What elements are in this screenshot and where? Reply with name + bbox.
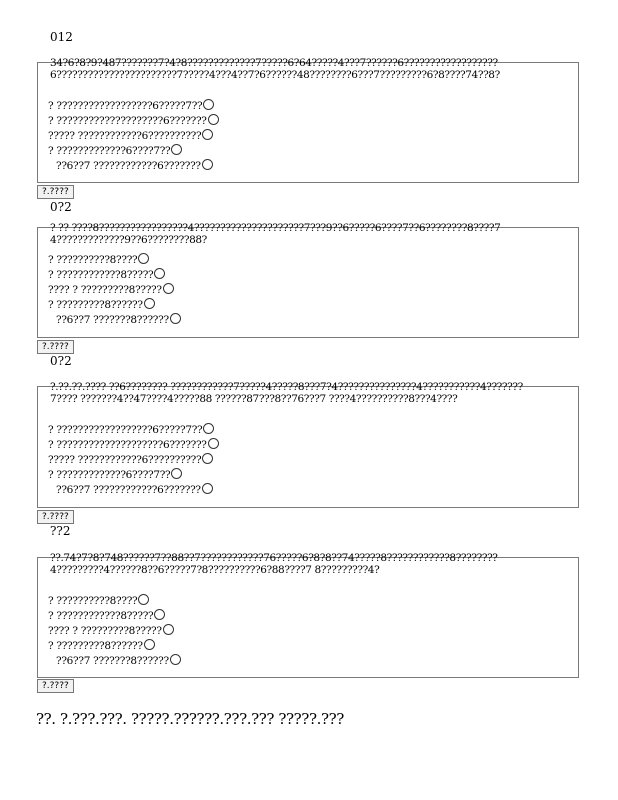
option-item[interactable] <box>48 253 181 268</box>
option-label: ????? ????????????6?????????? <box>48 130 202 142</box>
radio-button[interactable] <box>170 313 181 324</box>
question-2-text: ? ?? ????8?????????????????4?????????????????????7???9??6?????6????7??6????????8????74?????????????9??6????????88? <box>50 222 501 246</box>
option-label: ? ?????????????6????7?? <box>48 145 171 157</box>
radio-button[interactable] <box>170 654 181 665</box>
question-4-box <box>37 552 579 678</box>
radio-button[interactable] <box>202 453 213 464</box>
option-label: ??6??7 ???????8?????? <box>56 655 169 667</box>
option-item[interactable] <box>48 639 181 654</box>
radio-button[interactable] <box>208 114 219 125</box>
option-label: ????? ????????????6?????????? <box>48 454 202 466</box>
option-label: ? ??????????8???? <box>48 595 138 607</box>
option-label: ? ??????????????????6?????7?? <box>48 424 203 436</box>
option-label: ??6??7 ????????????6??????? <box>56 160 201 172</box>
option-item[interactable] <box>48 313 181 328</box>
question-3-submit-button[interactable]: ?.???? <box>37 510 74 524</box>
radio-button[interactable] <box>171 468 182 479</box>
radio-button[interactable] <box>144 639 155 650</box>
option-label: ? ??????????8???? <box>48 254 138 266</box>
option-label: ? ????????????????????6??????? <box>48 439 207 451</box>
option-item[interactable] <box>48 624 181 639</box>
question-1-text: 34?6?8?9?487???????7?4?8?????????????7?????6?64?????4???7??????6??????????????????6???????????????????????7?????4???4??7?6??????48????????6???7?????????6?8????74??8? <box>50 57 500 81</box>
option-item[interactable] <box>48 114 219 129</box>
option-item[interactable] <box>48 468 219 483</box>
question-4-number: ??2 <box>50 524 71 538</box>
question-3-number: 0?2 <box>50 354 72 368</box>
option-label: ???? ? ?????????8????? <box>48 284 162 296</box>
option-item[interactable] <box>48 423 219 438</box>
option-item[interactable] <box>48 268 181 283</box>
radio-button[interactable] <box>138 253 149 264</box>
option-label: ? ????????????????????6??????? <box>48 115 207 127</box>
option-item[interactable] <box>48 144 219 159</box>
question-4-options <box>48 594 181 669</box>
radio-button[interactable] <box>208 438 219 449</box>
option-item[interactable] <box>48 99 219 114</box>
option-item[interactable] <box>48 438 219 453</box>
radio-button[interactable] <box>163 283 174 294</box>
question-1-box <box>37 57 579 183</box>
question-2-submit-button[interactable]: ?.???? <box>37 340 74 354</box>
radio-button[interactable] <box>171 144 182 155</box>
option-item[interactable] <box>48 654 181 669</box>
option-label: ???? ? ?????????8????? <box>48 625 162 637</box>
radio-button[interactable] <box>203 423 214 434</box>
question-1-options <box>48 99 219 174</box>
radio-button[interactable] <box>138 594 149 605</box>
option-item[interactable] <box>48 159 219 174</box>
option-item[interactable] <box>48 129 219 144</box>
radio-button[interactable] <box>202 129 213 140</box>
option-item[interactable] <box>48 594 181 609</box>
option-label: ? ????????????8????? <box>48 610 154 622</box>
radio-button[interactable] <box>163 624 174 635</box>
question-1-submit-button[interactable]: ?.???? <box>37 185 74 199</box>
option-label: ? ?????????????6????7?? <box>48 469 171 481</box>
radio-button[interactable] <box>202 159 213 170</box>
radio-button[interactable] <box>203 99 214 110</box>
option-label: ? ?????????8?????? <box>48 299 143 311</box>
radio-button[interactable] <box>202 483 213 494</box>
question-4-text: ??.74?7?8?748??????7??88??7????????????76?????6?8?8??74?????8????????????8????????4?????????4??????8??6?????7?8??????????6?88????7 8?????????4? <box>50 552 498 576</box>
radio-button[interactable] <box>154 268 165 279</box>
option-label: ??6??7 ????????????6??????? <box>56 484 201 496</box>
option-item[interactable] <box>48 298 181 313</box>
footer-text: ??. ?.???.???. ?????.??????.???.??? ?????.??? <box>36 710 344 728</box>
question-3-box <box>37 381 579 508</box>
option-item[interactable] <box>48 283 181 298</box>
option-label: ? ?????????8?????? <box>48 640 143 652</box>
option-item[interactable] <box>48 453 219 468</box>
radio-button[interactable] <box>154 609 165 620</box>
question-3-options <box>48 423 219 498</box>
option-label: ? ??????????????????6?????7?? <box>48 100 203 112</box>
option-item[interactable] <box>48 609 181 624</box>
question-4-submit-button[interactable]: ?.???? <box>37 679 74 693</box>
radio-button[interactable] <box>144 298 155 309</box>
question-2-number: 0?2 <box>50 200 72 214</box>
question-2-box <box>37 222 579 338</box>
question-1-number: 012 <box>50 30 73 44</box>
question-3-text: ?.??.??.???? ??6???????? ????????????7?????4?????8???7?4???????????????4???????????4???????7???? ???????4??47????4?????88 ??????87???8??76???7 ????4??????????8???4???? <box>50 381 523 405</box>
option-label: ??6??7 ???????8?????? <box>56 314 169 326</box>
option-label: ? ????????????8????? <box>48 269 154 281</box>
question-2-options <box>48 253 181 328</box>
option-item[interactable] <box>48 483 219 498</box>
